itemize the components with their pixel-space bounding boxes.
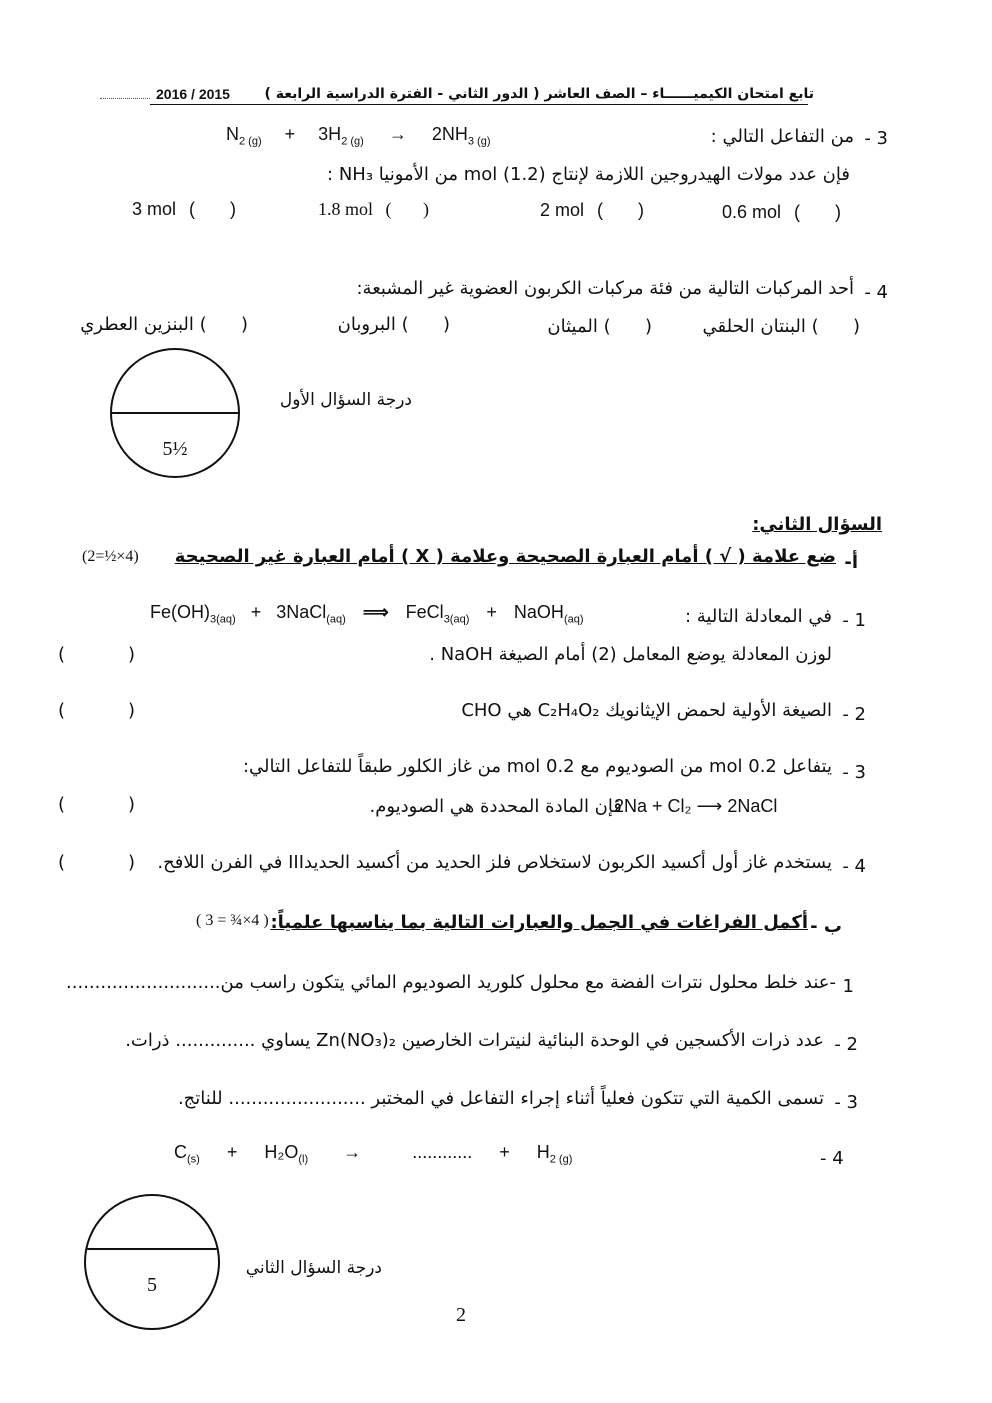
q2b-item3-text: تسمى الكمية التي تتكون فعلياً أثناء إجراء التفاعل في المختبر ........................ للناتج. [177,1088,824,1109]
q2-part-a-instruction: ضع علامة ( √ ) أمام العبارة الصحيحة وعلامة ( X ) أمام العبارة غير الصحيحة [174,546,836,567]
q2a-item1-number: 1 - [842,610,866,631]
q2a-item2-line1: الصيغة الأولية لحمض الإيثانويك C₂H₄O₂ هي CHO [461,700,832,721]
q2a-item1-equation [150,602,584,626]
header-underline [150,104,808,105]
q1-item4-option-3 [338,314,450,335]
option-text: البنتان الحلقي [702,316,806,337]
eq-carbon: C [174,1142,187,1162]
answer-parentheses[interactable]: ( ) [401,314,450,335]
q1-score-value: 5½ [162,438,188,460]
q2-part-a-marks: (2=½×4) [82,548,139,565]
eq-plus: + [499,1142,510,1162]
q2b-item1-text: -عند خلط محلول نترات الفضة مع محلول كلوريد الصوديوم المائي يتكون راسب من........................... [66,972,836,993]
answer-parentheses[interactable]: ( ) [811,316,860,337]
eq-naoh-sub: (aq) [563,613,584,626]
eq-water: H₂O [264,1142,299,1162]
option-text: الميثان [547,316,598,337]
q2-part-b-instruction: أكمل الفراغات في الجمل والعبارات التالية بما يناسبها علمياً: [270,912,808,933]
answer-parentheses[interactable]: ( ) [199,314,248,335]
eq-nh3-sub: 3 (g) [467,135,491,148]
score-divider [86,1248,218,1250]
q1-item3-question: فإن عدد مولات الهيدروجين اللازمة لإنتاج mol (1.2) من الأمونيا NH₃ : [327,164,850,185]
q2a-item1-answer-box[interactable]: ( ) [58,644,135,665]
eq-n2: N [226,124,239,144]
q2b-item4-number: - 4 [820,1148,844,1169]
option-text: 2 mol [540,200,585,220]
q2b-item4-equation [174,1142,572,1166]
option-text: 1.8 mol [318,199,374,219]
eq-carbon-sub: (s) [187,1153,200,1166]
eq-plus: + [486,602,497,622]
eq-fecl3: FeCl [405,602,444,622]
eq-nacl-sub: (aq) [326,613,346,626]
q2a-item3-line1: يتفاعل mol 0.2 من الصوديوم مع mol 0.2 من غاز الكلور طبقاً للتفاعل التالي: [242,756,832,777]
q1-item3-option-1 [722,202,841,223]
answer-parentheses[interactable]: ( ) [597,200,645,220]
eq-feoh3: Fe(OH) [150,602,210,622]
q2a-item3-number: 3 - [842,762,866,783]
exam-header-title: تابع امتحان الكيميــــــاء – الصف العاشر ( الدور الثاني - الفترة الدراسية الرابعة ) [264,86,814,102]
eq-h2: 3H [318,124,342,144]
eq-arrow: → [343,1142,362,1162]
q2a-item4-line1: يستخدم غاز أول أكسيد الكربون لاستخلاص فلز الحديد من أكسيد الحديدIII في الفرن اللافح. [157,852,832,873]
q2a-item2-number: 2 - [842,704,866,725]
answer-parentheses[interactable]: ( ) [603,316,652,337]
option-text: البروبان [337,314,396,335]
q1-item4-option-1 [703,316,861,337]
eq-water-sub: (l) [298,1153,309,1166]
answer-parentheses[interactable]: ( ) [794,202,842,222]
q1-score-label: درجة السؤال الأول [279,390,412,410]
eq-nh3: 2NH [431,124,468,144]
q1-item3-option-2 [540,200,644,221]
q2a-item1-line1: في المعادلة التالية : [684,606,832,627]
option-text: 0.6 mol [722,202,782,222]
eq-naoh: NaOH [513,602,564,622]
q1-item3-text: من التفاعل التالي : [710,126,854,147]
option-text: البنزين العطري [80,314,194,335]
q1-item4-text: أحد المركبات التالية من فئة مركبات الكربون العضوية غير المشبعة: [356,278,854,299]
eq-h2-sub: 2 (g) [341,135,364,148]
page-number: 2 [456,1304,466,1326]
q2-score-circle [84,1194,220,1330]
eq-feoh3-sub: 3(aq) [210,613,236,626]
eq-n2-sub: 2 (g) [239,135,262,148]
q2-part-b-label: ب - [810,916,842,937]
answer-parentheses[interactable]: ( ) [385,199,430,219]
q2a-item3-line2: فإن المادة المحددة هي الصوديوم. [369,796,622,817]
eq-fecl3-sub: 3(aq) [443,613,470,626]
eq-hydrogen: H [536,1142,550,1162]
q2a-item4-answer-box[interactable]: ( ) [58,852,135,873]
exam-header-year: 2016 / 2015 [156,86,230,102]
option-text: 3 mol [132,199,177,219]
q1-item3-option-4 [132,199,236,220]
score-divider [112,412,238,414]
q2b-item3-number: 3 - [834,1092,858,1113]
eq-plus: + [284,124,296,144]
q2b-item2-text: عدد ذرات الأكسجين في الوحدة البنائية لنيترات الخارصين Zn(NO₃)₂ يساوي .............. ذرات. [125,1030,824,1051]
q2a-item3-answer-box[interactable]: ( ) [58,794,135,815]
answer-parentheses[interactable]: ( ) [189,199,237,219]
q2-part-b-marks: ( 3 = ¾×4 ) [196,912,269,929]
q2-score-value: 5 [147,1274,157,1296]
eq-arrow-icon: ⟹ [362,602,389,622]
q2a-item2-answer-box[interactable]: ( ) [58,700,135,721]
q2b-item2-number: 2 - [834,1034,858,1055]
eq-plus: + [226,1142,238,1162]
eq-plus: + [250,602,262,622]
q1-score-circle [110,348,240,478]
eq-blank[interactable]: ............ [412,1142,473,1162]
q2a-item4-number: 4 - [842,856,866,877]
eq-hydrogen-sub: 2 (g) [549,1153,573,1166]
q2b-item1-number: 1 [842,976,854,997]
eq-nacl: 3NaCl [276,602,327,622]
q2a-item3-equation: 2Na + Cl₂ ⟶ 2NaCl [614,796,778,816]
q2-score-label: درجة السؤال الثاني [245,1258,382,1278]
q2-part-a-label: أ- [844,552,858,573]
q1-item3-option-3 [318,199,429,220]
q1-item3-number: 3 - [864,128,888,149]
header-dotted-line [100,98,150,99]
q1-item4-option-2 [547,316,652,337]
q1-item4-number: 4 - [864,282,888,303]
q1-item4-option-4 [80,314,248,335]
eq-arrow: → [388,124,407,144]
q2-title: السؤال الثاني: [752,514,882,535]
q1-item3-equation [226,124,490,148]
q2a-item1-line2: لوزن المعادلة يوضع المعامل (2) أمام الصيغة NaOH . [429,644,832,665]
